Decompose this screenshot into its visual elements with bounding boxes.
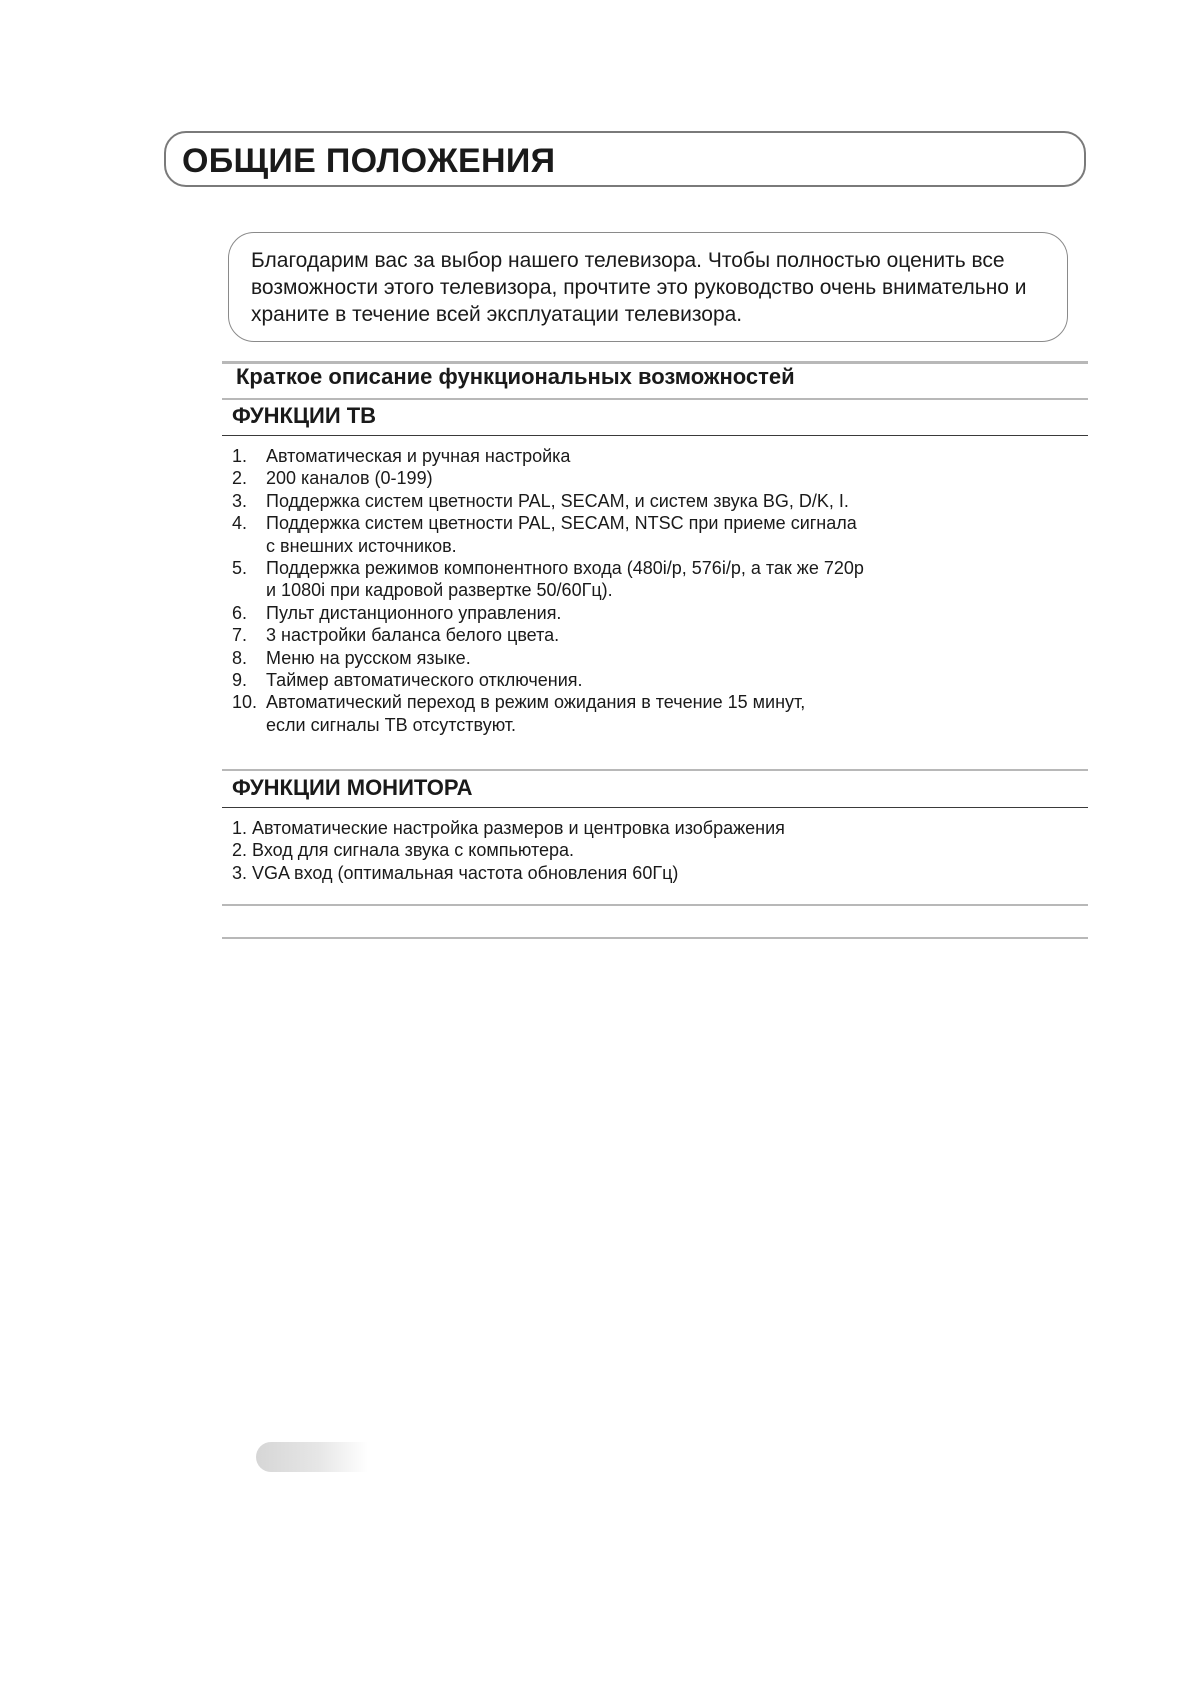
item-text-line2: и 1080i при кадровой развертке 50/60Гц). xyxy=(266,580,613,601)
item-number: 7. xyxy=(232,625,248,646)
item-text-line1: Поддержка систем цветности PAL, SECAM, NTSC при приеме сигнала xyxy=(266,513,857,534)
tv-section-heading: ФУНКЦИИ ТВ xyxy=(232,403,377,428)
list-item: 2. Вход для сигнала звука с компьютера. xyxy=(232,840,575,861)
divider xyxy=(222,398,1088,400)
monitor-section-heading: ФУНКЦИИ МОНИТОРА xyxy=(232,775,473,800)
item-number: 2. xyxy=(232,468,248,489)
list-item xyxy=(232,445,864,467)
monitor-features-list xyxy=(232,817,785,884)
intro-box xyxy=(228,232,1068,342)
item-number: 8. xyxy=(232,647,248,668)
divider xyxy=(222,937,1088,939)
list-item xyxy=(232,669,864,691)
divider xyxy=(222,435,1088,436)
item-number: 9. xyxy=(232,670,248,691)
list-item xyxy=(232,691,864,736)
list-item xyxy=(232,602,864,624)
item-text: 3 настройки баланса белого цвета. xyxy=(266,625,560,646)
page-title-box xyxy=(164,131,1086,187)
list-item xyxy=(232,557,864,602)
divider xyxy=(222,807,1088,808)
item-text-line2: с внешних источников. xyxy=(266,535,457,556)
list-item: 3. VGA вход (оптимальная частота обновления 60Гц) xyxy=(232,862,679,883)
item-number: 4. xyxy=(232,513,248,534)
list-item xyxy=(232,624,864,646)
list-item xyxy=(232,490,864,512)
list-item: 1. Автоматические настройка размеров и центровка изображения xyxy=(232,818,785,838)
item-text-line1: Поддержка режимов компонентного входа (480i/p, 576i/p, а так же 720p xyxy=(266,558,864,579)
item-number: 6. xyxy=(232,602,248,623)
intro-text: Благодарим вас за выбор нашего телевизора. Чтобы полностью оценить все возможности этого телевизора, прочтите это руководство очень внимательно и храните в течение всей эксплуатации телевизора. xyxy=(251,249,1027,326)
item-number: 5. xyxy=(232,558,248,579)
list-item xyxy=(232,647,864,669)
item-text: Автоматическая и ручная настройка xyxy=(266,446,571,466)
item-text: Меню на русском языке. xyxy=(266,647,471,668)
divider xyxy=(222,769,1088,771)
tv-features-list xyxy=(232,445,864,736)
list-item xyxy=(232,467,864,489)
item-number: 3. xyxy=(232,490,248,511)
page-title: ОБЩИЕ ПОЛОЖЕНИЯ xyxy=(182,142,556,180)
list-item xyxy=(232,512,864,557)
features-subtitle: Краткое описание функциональных возможностей xyxy=(236,364,795,389)
item-text-line2: если сигналы ТВ отсутствуют. xyxy=(266,714,517,735)
item-text-line1: Автоматический переход в режим ожидания в течение 15 минут, xyxy=(266,692,806,713)
item-text: Поддержка систем цветности PAL, SECAM, и систем звука BG, D/K, I. xyxy=(266,490,849,511)
item-text: Пульт дистанционного управления. xyxy=(266,602,562,623)
page-number-tab xyxy=(256,1442,368,1472)
item-number: 10. xyxy=(232,692,258,713)
item-text: Таймер автоматического отключения. xyxy=(266,670,583,691)
item-text: 200 каналов (0-199) xyxy=(266,468,433,489)
item-number: 1. xyxy=(232,446,248,466)
divider xyxy=(222,904,1088,906)
